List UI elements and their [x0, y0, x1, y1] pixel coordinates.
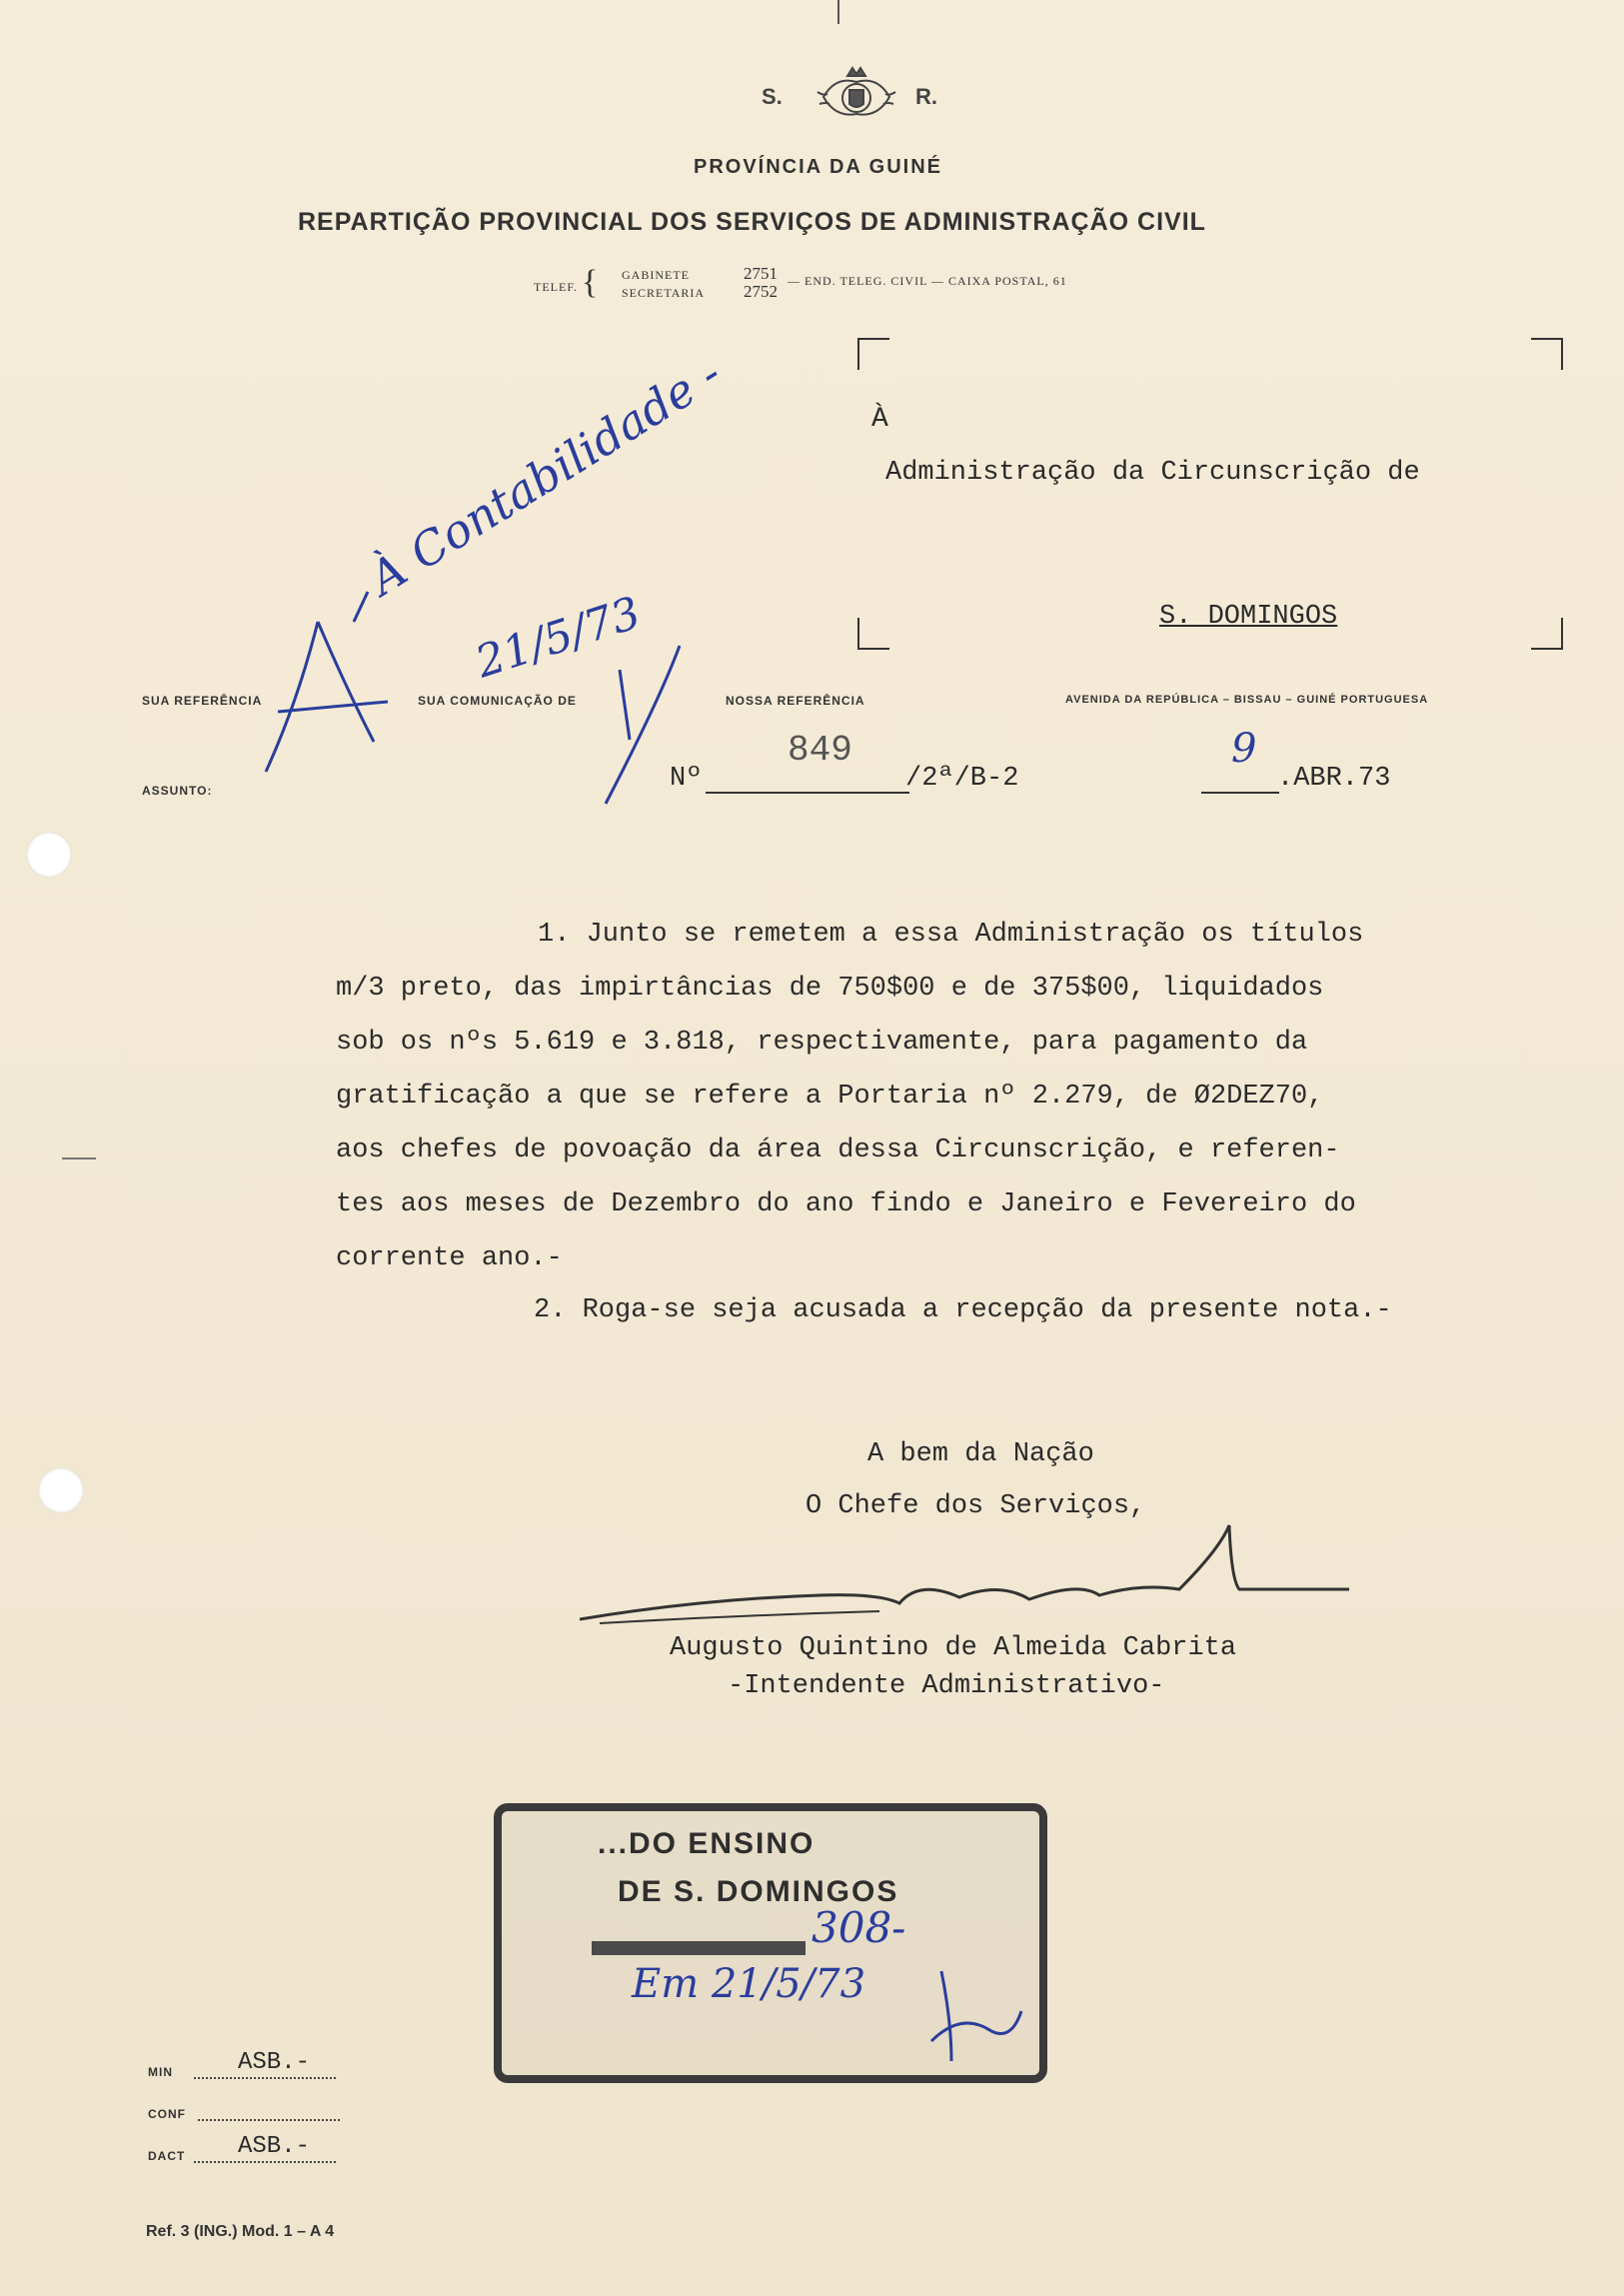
date-underline	[1201, 792, 1279, 794]
top-mark	[837, 0, 839, 24]
body-line-3: sob os nºs 5.619 e 3.818, respectivamente, para pagamento da	[336, 1028, 1308, 1058]
department-heading: REPARTIÇÃO PROVINCIAL DOS SERVIÇOS DE ADMINISTRAÇÃO CIVIL	[298, 208, 1206, 236]
recipient-a: À	[871, 404, 888, 435]
conf-label: CONF	[148, 2107, 186, 2121]
stamp-number: 308-	[812, 1903, 906, 1952]
ref-number: 849	[788, 730, 852, 771]
brace: {	[582, 264, 599, 301]
margin-tick	[62, 1157, 96, 1159]
date-rest: .ABR.73	[1277, 764, 1391, 794]
coat-of-arms-emblem	[813, 62, 899, 132]
telegraph-postal: — END. TELEG. CIVIL — CAIXA POSTAL, 61	[788, 274, 1067, 288]
label-address: AVENIDA DA REPÚBLICA – BISSAU – GUINÉ PORTUGUESA	[1065, 694, 1429, 706]
dact-label: DACT	[148, 2149, 186, 2163]
gabinete-number: 2751	[744, 264, 778, 283]
label-sua-referencia: SUA REFERÊNCIA	[142, 694, 263, 708]
recipient-line1: Administração da Circunscrição de	[885, 458, 1420, 488]
signature	[580, 1519, 1359, 1629]
closing-line1: A bem da Nação	[867, 1439, 1094, 1469]
stamp-number-line	[592, 1941, 806, 1955]
min-label: MIN	[148, 2065, 173, 2079]
conf-line	[198, 2119, 340, 2121]
header-r: R.	[915, 84, 937, 109]
dact-line	[194, 2161, 336, 2163]
handwritten-a-mark	[258, 582, 408, 782]
label-sua-comunicacao: SUA COMUNICAÇÃO DE	[418, 694, 577, 708]
stamp-date: Em 21/5/73	[632, 1961, 866, 2007]
body-line-7: corrente ano.-	[336, 1243, 563, 1273]
signatory-title: -Intendente Administrativo-	[728, 1671, 1165, 1701]
stamp-line2: DE S. DOMINGOS	[618, 1875, 899, 1908]
handwritten-slash	[600, 640, 690, 810]
header-s: S.	[762, 84, 783, 109]
date-day-handwritten: 9	[1231, 726, 1257, 772]
body-line-6: tes aos meses de Dezembro do ano findo e Janeiro e Fevereiro do	[336, 1189, 1356, 1219]
stamp-initials	[921, 1961, 1031, 2071]
bracket-top-left	[857, 338, 889, 370]
label-nossa-referencia: NOSSA REFERÊNCIA	[726, 694, 865, 708]
punch-hole-bottom	[38, 1467, 84, 1513]
dact-value: ASB.-	[238, 2133, 311, 2160]
signatory-name: Augusto Quintino de Almeida Cabrita	[670, 1633, 1237, 1663]
body-line-1: 1. Junto se remetem a essa Administração os títulos	[538, 920, 1364, 950]
secretaria-number: 2752	[744, 282, 778, 301]
ref-no-label: Nº	[670, 764, 703, 794]
stamp-line1: ...DO ENSINO	[598, 1827, 815, 1860]
body-line-8: 2. Roga-se seja acusada a recepção da presente nota.-	[534, 1295, 1392, 1325]
secretaria-label: SECRETARIA	[622, 286, 706, 300]
telef-label: TELEF.	[534, 280, 579, 294]
bracket-top-right	[1531, 338, 1563, 370]
label-assunto: ASSUNTO:	[142, 784, 213, 798]
closing-line2: O Chefe dos Serviços,	[806, 1491, 1146, 1521]
province-heading: PROVÍNCIA DA GUINÉ	[694, 156, 942, 178]
body-line-5: aos chefes de povoação da área dessa Circunscrição, e referen-	[336, 1136, 1340, 1165]
handwritten-annotation: À Contabilidade -	[360, 346, 731, 606]
ref-no-underline	[706, 792, 909, 794]
receipt-stamp	[494, 1803, 1047, 2083]
body-line-2: m/3 preto, das impirtâncias de 750$00 e de 375$00, liquidados	[336, 974, 1324, 1004]
min-line	[194, 2077, 336, 2079]
body-line-4: gratificação a que se refere a Portaria nº 2.279, de Ø2DEZ70,	[336, 1082, 1324, 1112]
handwritten-annotation-date: 21/5/73	[470, 587, 648, 689]
recipient-line2: S. DOMINGOS	[1159, 602, 1338, 632]
ref-suffix: /2ª/B-2	[905, 764, 1019, 794]
bracket-bottom-left	[857, 618, 889, 650]
form-reference: Ref. 3 (ING.) Mod. 1 – A 4	[146, 2223, 335, 2240]
bracket-bottom-right	[1531, 618, 1563, 650]
gabinete-label: GABINETE	[622, 268, 690, 282]
min-value: ASB.-	[238, 2049, 311, 2076]
punch-hole-top	[26, 832, 72, 878]
